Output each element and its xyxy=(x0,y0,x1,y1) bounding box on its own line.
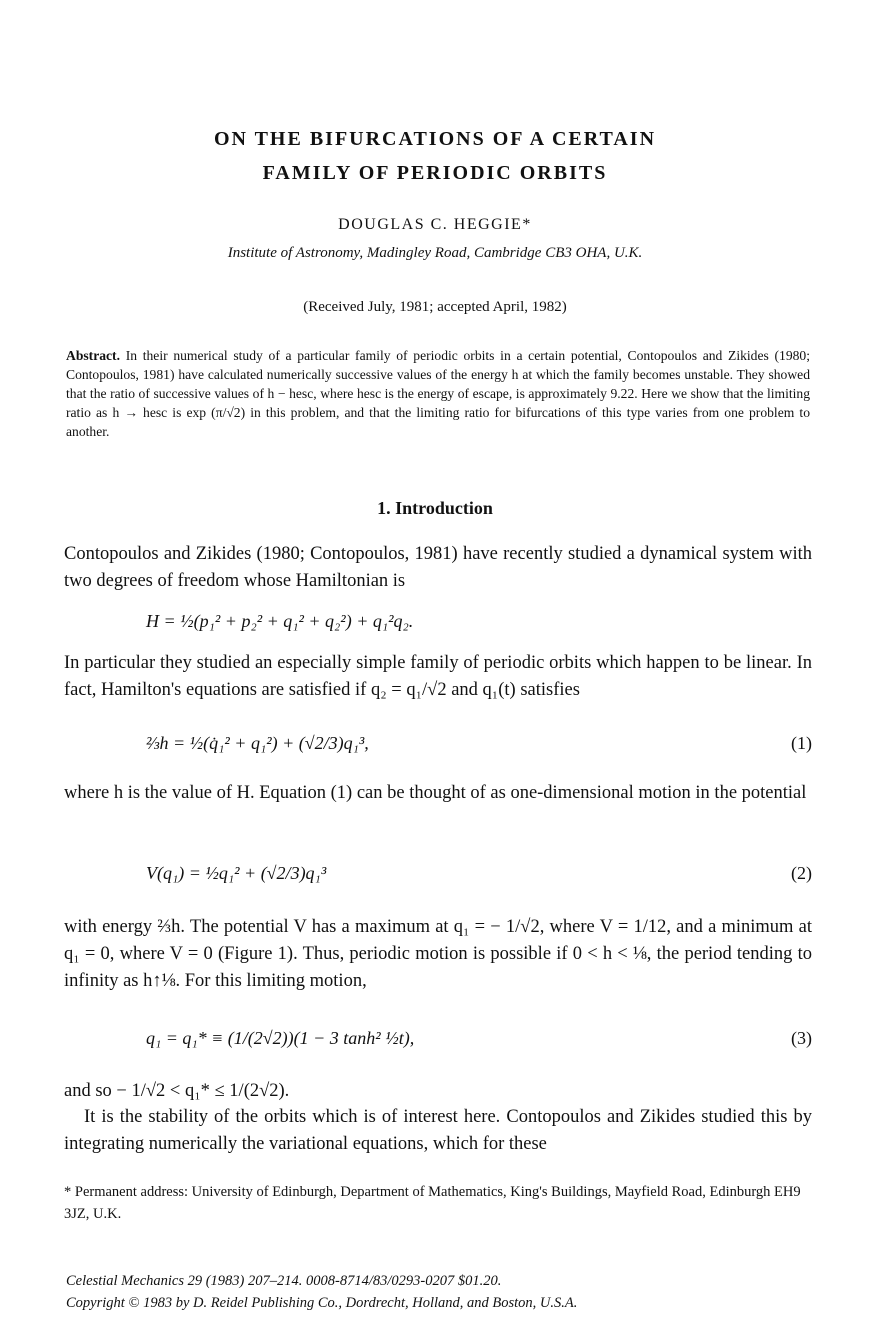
equation-hamiltonian: H = ½(p₁² + p₂² + q₁² + q₂²) + q₁²q₂. xyxy=(146,611,414,631)
paragraph-4: with energy ⅔h. The potential V has a maximum at q₁ = − 1/√2, where V = 1/12, and a minimum at q₁ = 0, where V = 0 (Figure 1). Thus, periodic motion is possible if 0 < h < ⅛, the period tending to infinity as h↑⅛. For this limiting motion, xyxy=(64,917,812,991)
equation-3: q₁ = q₁* ≡ (1/(2√2))(1 − 3 tanh² ½t), xyxy=(146,1028,415,1048)
journal-info xyxy=(66,1270,577,1314)
equation-2: V(q₁) = ½q₁² + (√2/3)q₁³ xyxy=(146,863,327,883)
abstract xyxy=(66,346,810,441)
paragraph-3: where h is the value of H. Equation (1) can be thought of as one-dimensional motion in the potential xyxy=(64,783,807,803)
paragraph-2: In particular they studied an especially simple family of periodic orbits which happen to be linear. In fact, Hamilton's equations are satisfied if q₂ = q₁/√2 and q₁(t) satisfies xyxy=(64,653,812,700)
abstract-text: In their numerical study of a particular family of periodic orbits in a certain potential, Contopoulos and Zikides (1980; Contopoulos, 1981) have calculated numerically successive values of the energy h at which the family becomes unstable. They showed that the ratio of successive values of h − hesc, where hesc is the energy of escape, is approximately 9.22. Here we show that the limiting ratio as h → hesc is exp (π/√2) in this problem, and that the limiting ratio for bifurcations of this type varies from one problem to another. xyxy=(66,348,810,439)
received-date: (Received July, 1981; accepted April, 1982) xyxy=(303,299,567,315)
paper-title-line-2: FAMILY OF PERIODIC ORBITS xyxy=(262,162,608,184)
abstract-label: Abstract. xyxy=(66,348,120,363)
footnote: * Permanent address: University of Edinburgh, Department of Mathematics, King's Buildings, Mayfield Road, Edinburgh EH9 3JZ, U.K. xyxy=(64,1184,801,1222)
equation-2-number: (2) xyxy=(791,863,812,883)
affiliation: Institute of Astronomy, Madingley Road, Cambridge CB3 OHA, U.K. xyxy=(227,245,643,261)
paragraph-6: It is the stability of the orbits which is of interest here. Contopoulos and Zikides studied this by integrating numerically the variational equations, which for these xyxy=(64,1107,812,1154)
equation-3-number: (3) xyxy=(791,1028,812,1048)
equation-1-number: (1) xyxy=(791,733,812,753)
journal-citation: Celestial Mechanics 29 (1983) 207–214. 0008-8714/83/0293-0207 $01.20. xyxy=(66,1273,502,1289)
paragraph-5: and so − 1/√2 < q₁* ≤ 1/(2√2). xyxy=(64,1081,290,1101)
equation-1: ⅔h = ½(q̇₁² + q₁²) + (√2/3)q₁³, xyxy=(146,733,369,753)
section-heading: 1. Introduction xyxy=(377,498,493,518)
author: DOUGLAS C. HEGGIE* xyxy=(338,216,532,233)
paragraph-1: Contopoulos and Zikides (1980; Contopoulos, 1981) have recently studied a dynamical system with two degrees of freedom whose Hamiltonian is xyxy=(64,544,812,591)
journal-copyright: Copyright © 1983 by D. Reidel Publishing Co., Dordrecht, Holland, and Boston, U.S.A. xyxy=(66,1295,578,1311)
paper-title-line-1: ON THE BIFURCATIONS OF A CERTAIN xyxy=(213,128,657,150)
